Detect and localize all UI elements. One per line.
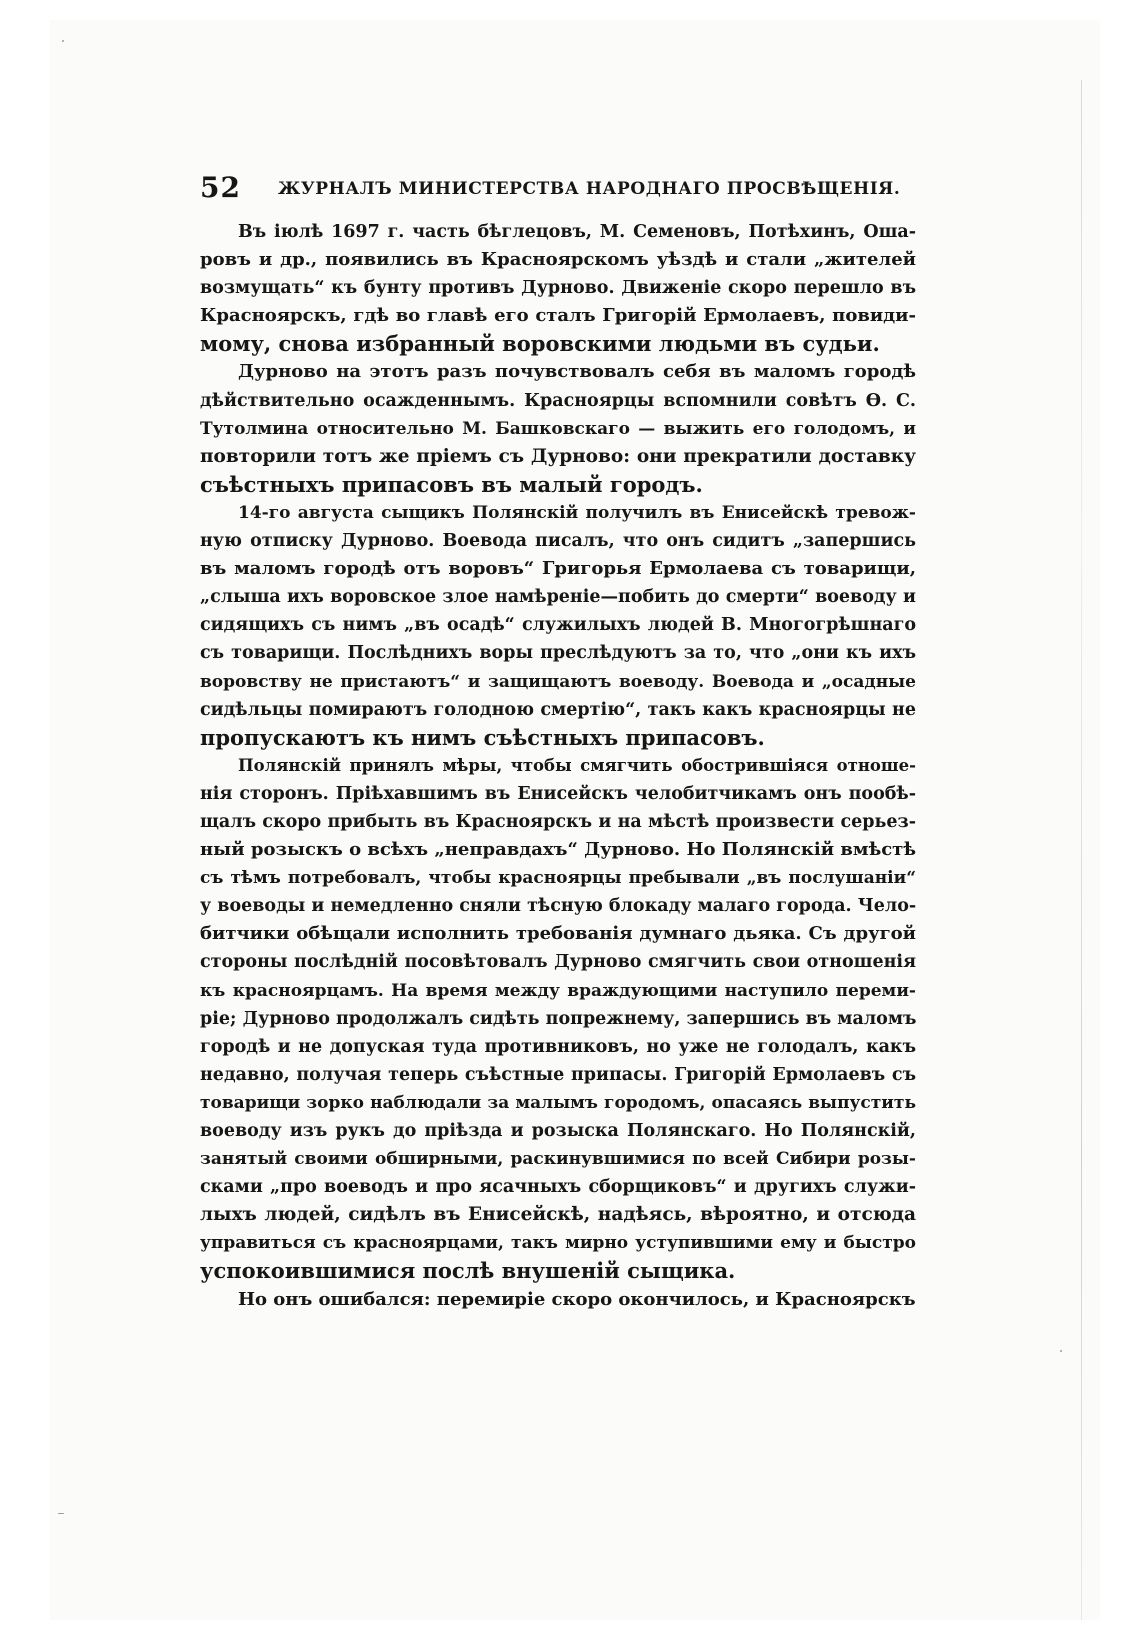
body-text [200, 218, 916, 1314]
text-line: возмущать“ къ бунту противъ Дурново. Движеніе скоро перешло въ [200, 278, 916, 299]
text-line: воеводу изъ рукъ до пріѣзда и розыска Полянскаго. Но Полянскій, [200, 1121, 916, 1141]
text-line: Дурново на этотъ разъ почувствовалъ себя въ маломъ городѣ [238, 361, 916, 383]
text-line: съ товарищи. Послѣднихъ воры преслѣдуютъ за то, что „они къ ихъ [200, 643, 916, 664]
text-line: Полянскій принялъ мѣры, чтобы смягчить обострившіяся отноше- [238, 755, 916, 775]
text-line: ровъ и др., появились въ Красноярскомъ уѣздѣ и стали „жителей [200, 249, 916, 271]
paragraph [200, 1286, 916, 1314]
text-line: сидѣльцы помираютъ голодною смертію“, такъ какъ красноярцы не [200, 699, 916, 720]
text-line: ный розыскъ о всѣхъ „неправдахъ“ Дурново. Но Полянскій вмѣстѣ [200, 839, 916, 861]
binding-edge-line [1081, 80, 1082, 1620]
text-line: недавно, получая теперь съѣстные припасы. Григорій Ермолаевъ съ [200, 1064, 916, 1085]
page-header [200, 171, 960, 211]
text-line: 14-го августа сыщикъ Полянскій получилъ въ Енисейскѣ тревож- [238, 502, 916, 523]
text-line: сками „про воеводъ и про ясачныхъ сборщиковъ“ и другихъ служи- [200, 1177, 916, 1198]
text-line: Тутолмина относительно М. Башковскаго — выжить его голодомъ, и [200, 418, 916, 439]
text-line: къ красноярцамъ. На время между враждующими наступило переми- [200, 980, 916, 1001]
paragraph [200, 218, 916, 358]
text-line: ріе; Дурново продолжалъ сидѣть попрежнему, запершись въ маломъ [200, 1008, 917, 1029]
text-line: управиться съ красноярцами, такъ мирно уступившими ему и быстро [200, 1233, 916, 1254]
text-line: Но онъ ошибался: перемиріе скоро окончилось, и Красноярскъ [238, 1288, 916, 1310]
text-line: товарищи зорко наблюдали за малымъ городомъ, опасаясь выпустить [200, 1092, 916, 1113]
paragraph [200, 752, 916, 1286]
text-line: „слыша ихъ воровское злое намѣреніе—побить до смерти“ воеводу и [200, 587, 916, 608]
paragraph [200, 358, 916, 498]
text-line: нія сторонъ. Пріѣхавшимъ въ Енисейскъ челобитчикамъ онъ пообѣ- [200, 783, 916, 804]
text-line: занятый своими обширными, раскинувшимися по всей Сибири розы- [200, 1149, 916, 1170]
scan-speck [1060, 1350, 1062, 1352]
text-line: сидящихъ съ нимъ „въ осадѣ“ служилыхъ людей В. Многогрѣшнаго [200, 615, 916, 636]
page-number: 52 [200, 171, 241, 204]
text-line: пропускаютъ къ нимъ съѣстныхъ припасовъ. [200, 724, 765, 750]
text-line: битчики обѣщали исполнить требованія думнаго дьяка. Съ другой [200, 923, 916, 945]
text-line: городѣ и не допуская туда противниковъ, но уже не голодалъ, какъ [200, 1036, 916, 1057]
text-line: воровству не пристаютъ“ и защищаютъ воеводу. Воевода и „осадные [200, 671, 916, 692]
text-line: мому, снова избранный воровскими людьми въ судьи. [200, 331, 880, 357]
paragraph [200, 499, 916, 752]
text-line: въ маломъ городѣ отъ воровъ“ Григорья Ермолаева съ товарищи, [200, 558, 916, 580]
text-line: успокоившимися послѣ внушеній сыщика. [200, 1258, 736, 1284]
text-line: съѣстныхъ припасовъ въ малый городъ. [200, 471, 703, 497]
scan-speck [62, 40, 64, 42]
running-title: ЖУРНАЛЪ МИНИСТЕРСТВА НАРОДНАГО ПРОСВѢЩЕНІЯ. [278, 179, 901, 199]
text-line: съ тѣмъ потребовалъ, чтобы красноярцы пребывали „въ послушаніи“ [200, 868, 916, 889]
text-line: ную отписку Дурново. Воевода писалъ, что онъ сидитъ „запершись [200, 531, 916, 552]
text-line: дѣйствительно осажденнымъ. Красноярцы вспомнили совѣтъ Ѳ. С. [200, 390, 916, 411]
text-line: у воеводы и немедленно сняли тѣсную блокаду малаго города. Чело- [200, 896, 917, 917]
scan-speck [58, 1513, 64, 1514]
text-line: щалъ скоро прибыть въ Красноярскъ и на мѣстѣ произвести серьез- [200, 811, 916, 832]
text-line: повторили тотъ же пріемъ съ Дурново: они прекратили доставку [200, 445, 916, 467]
text-line: лыхъ людей, сидѣлъ въ Енисейскѣ, надѣясь, вѣроятно, и отсюда [200, 1204, 916, 1226]
text-line: Красноярскъ, гдѣ во главѣ его сталъ Григорій Ермолаевъ, повиди- [200, 305, 916, 327]
text-line: стороны послѣдній посовѣтовалъ Дурново смягчить свои отношенія [200, 952, 916, 973]
text-line: Въ іюлѣ 1697 г. часть бѣглецовъ, М. Семеновъ, Потѣхинъ, Оша- [238, 222, 916, 242]
